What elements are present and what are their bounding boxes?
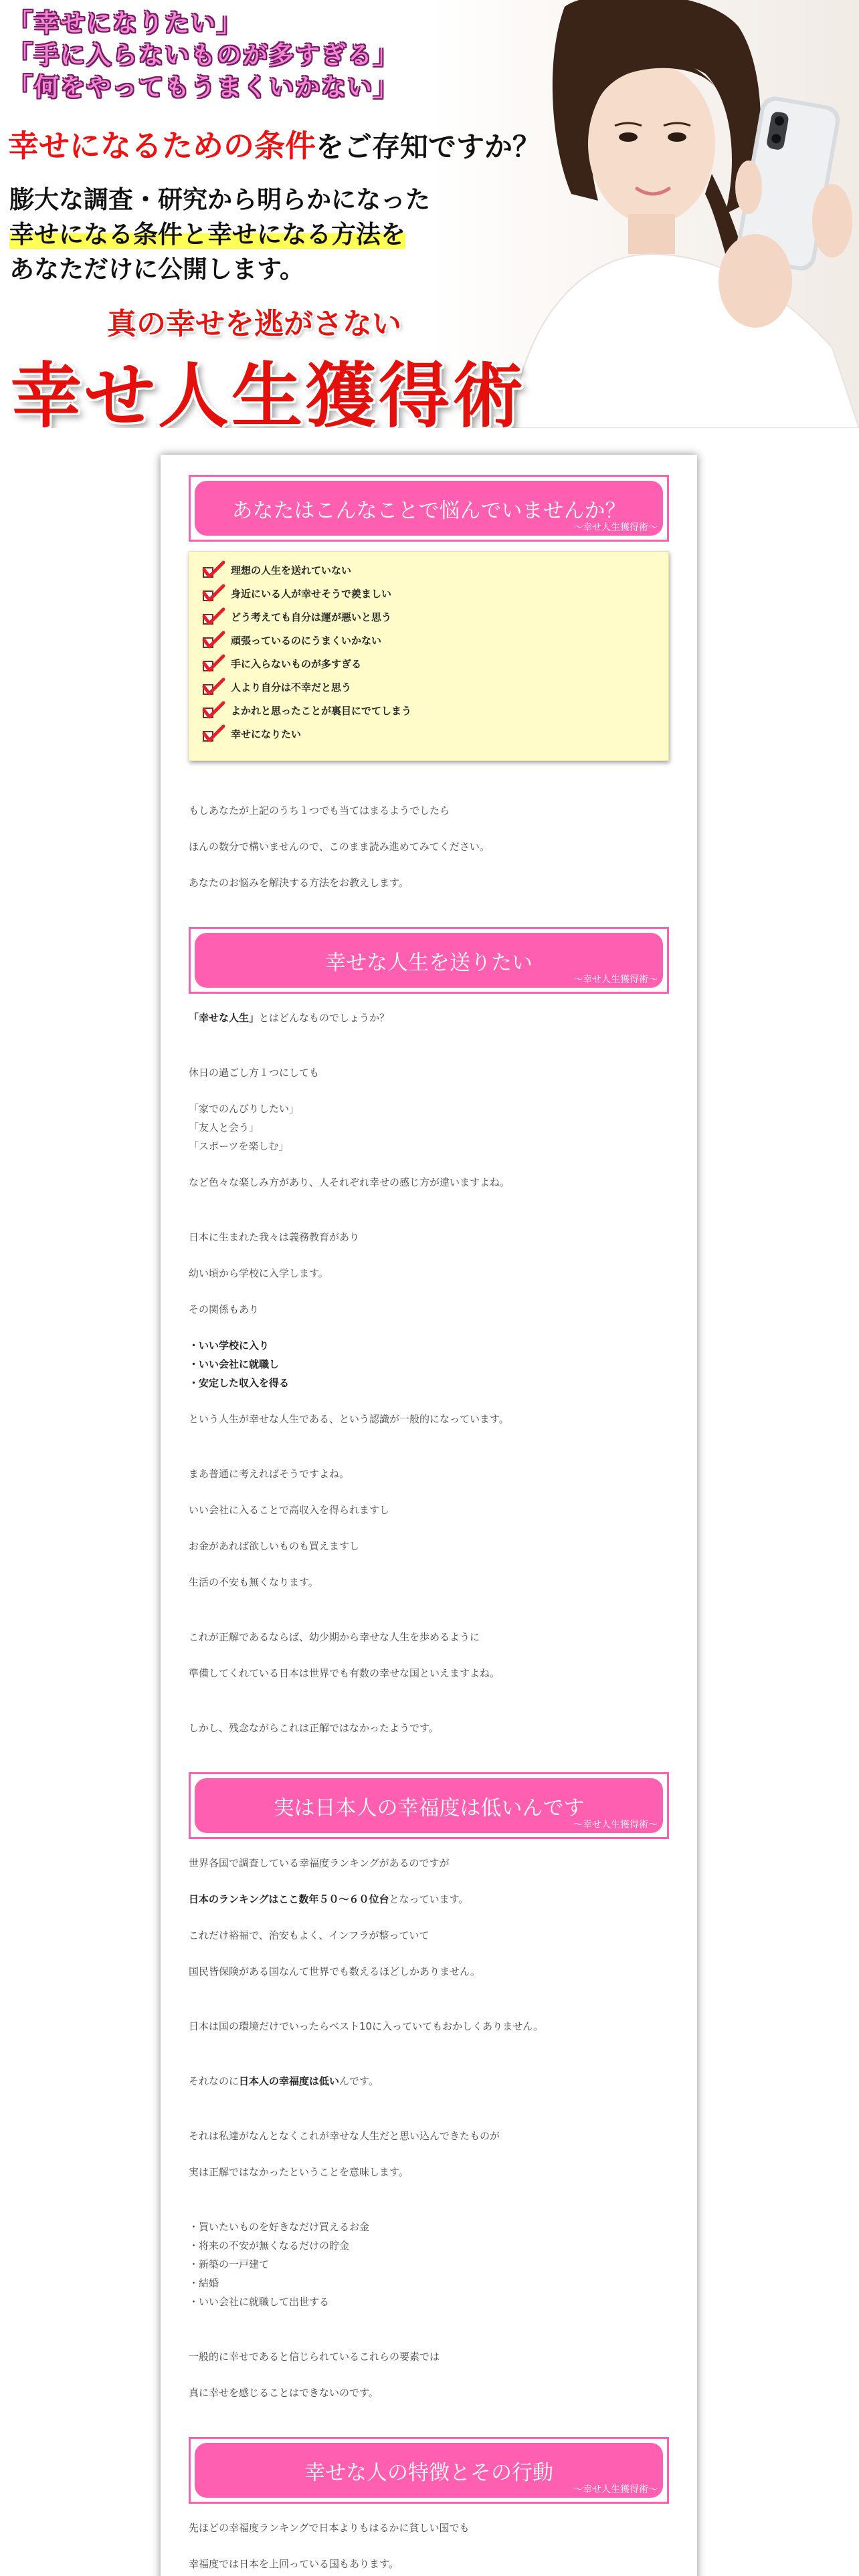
check-mark-icon [201,677,225,697]
paragraph-text: となっています。 [389,1893,469,1905]
paragraph: これが正解であるならば、幼少期から幸せな人生を歩めるように [189,1631,480,1643]
paragraph: 日本に生まれた我々は義務教育があり [189,1231,360,1243]
checklist-item [201,652,656,675]
checklist-item [201,722,656,746]
hero-title: 幸せ人生獲得術 [11,354,526,428]
section-signature: ～幸せ人生獲得術～ [573,2484,658,2495]
section-heading-text: 幸せな人生を送りたい [325,950,533,975]
section-heading-bar [195,1778,663,1833]
hero-banner [0,0,859,428]
bold-text: 「幸せな人生」 [189,1012,260,1024]
hero-subtext-1: 膨大な調査・研究から明らかになった [9,185,430,214]
hero-worry-line-1: 「幸せになりたい」 [8,9,243,37]
paragraph-text: んです。 [339,2075,379,2087]
paragraph: もしあなたが上記のうち１つでも当てはまるようでしたら [189,804,450,817]
checklist-item-text: 幸せになりたい [231,728,302,740]
check-mark-icon [201,584,225,604]
section-heading-happy-people [189,2437,669,2504]
paragraph [189,2072,669,2090]
checklist-item-text: どう考えても自分は運が悪いと思う [231,611,392,623]
section-heading-happiness-ranking [189,1772,669,1839]
section-heading-worries [189,475,669,542]
paragraph: など色々な楽しみ方があり、人それぞれ幸せの感じ方が違いますよね。 [189,1176,510,1188]
paragraph: 真に幸せを感じることはできないのです。 [189,2387,379,2399]
paragraph [189,1890,669,1909]
quote-line: 「友人と会う」 [189,1121,260,1134]
check-mark-icon [201,701,225,721]
hero-headline-emphasis: 幸せになるための条件 [8,128,316,164]
paragraph: 幼い頃から学校に入学します。 [189,1267,328,1279]
list-item: ・結婚 [189,2277,219,2289]
paragraph: あなたのお悩みを解決する方法をお教えします。 [189,877,409,889]
paragraph: 一般的に幸せであると信じられているこれらの要素では [189,2351,440,2363]
section-signature: ～幸せ人生獲得術～ [573,1820,658,1830]
bold-text: 日本のランキングはここ数年５０～６０位台 [189,1893,389,1905]
hero-worry-line-3: 「何をやってもうまくいかない」 [8,73,399,102]
woman-with-phone-photo [484,0,859,428]
checklist-item-text: 身近にいる人が幸せそうで羨ましい [231,588,392,600]
list-item: ・買いたいものを好きなだけ買えるお金 [189,2221,370,2233]
checklist-item-text: よかれと思ったことが裏目にでてしまう [231,705,412,717]
hero-subtext-3: あなただけに公開します。 [9,255,305,284]
hero-headline-rest: をご存知ですか？ [316,130,541,163]
paragraph: 準備してくれている日本は世界でも有数の幸せな国といえますよね。 [189,1667,500,1679]
check-mark-icon [201,607,225,627]
checklist-item-text: 頑張っているのにうまくいかない [231,635,382,647]
paragraph-text: それなのに [189,2075,240,2087]
quote-line: 「スポーツを楽しむ」 [189,1140,289,1152]
hero-subtext-2-highlight: 幸せになる条件と幸せになる方法を [9,220,405,249]
paragraph: お金があれば欲しいものも買えますし [189,1540,360,1552]
worry-checklist [189,551,669,761]
paragraph: 生活の不安も無くなります。 [189,1576,318,1588]
checklist-item [201,699,656,722]
paragraph [189,1008,669,1027]
paragraph: 実は正解ではなかったということを意味します。 [189,2166,409,2178]
checklist-item [201,675,656,699]
list-item: ・安定した収入を得る [189,1377,290,1389]
list-item: ・将来の不安が無くなるだけの貯金 [189,2240,350,2252]
checklist-item [201,629,656,652]
paragraph: という人生が幸せな人生である、という認識が一般的になっています。 [189,1413,509,1425]
section-signature: ～幸せ人生獲得術～ [573,974,658,985]
paragraph: 幸福度では日本を上回っている国もあります。 [189,2558,399,2570]
checklist-item [201,582,656,605]
paragraph: 日本は国の環境だけでいったらベスト10に入っていてもおかしくありません。 [189,2020,543,2032]
section-heading-bar [195,481,663,536]
section-signature: ～幸せ人生獲得術～ [573,522,658,533]
check-mark-icon [201,654,225,674]
paragraph: 休日の過ごし方１つにしても [189,1067,320,1079]
paragraph: しかし、残念ながらこれは正解ではなかったようです。 [189,1722,439,1734]
hero-tagline: 真の幸せを逃がさない [107,307,401,341]
content-card [161,455,697,2576]
section-heading-bar [195,2443,663,2498]
check-mark-icon [201,631,225,651]
checklist-item-text: 人より自分は不幸だと思う [231,681,352,693]
section-heading-happy-life [189,927,669,994]
section-heading-bar [195,933,663,988]
section-heading-text: 幸せな人の特徴とその行動 [304,2460,553,2485]
check-mark-icon [201,560,225,580]
checklist-item-text: 理想の人生を送れていない [231,564,352,576]
hero-headline [8,122,541,166]
paragraph: ほんの数分で構いませんので、このまま読み進めてみてください。 [189,841,490,853]
checklist-item [201,558,656,582]
checklist-item-text: 手に入らないものが多すぎる [231,658,362,670]
bold-text: 日本人の幸福度は低い [239,2075,340,2087]
section-heading-text: あなたはこんなことで悩んでいませんか？ [231,498,626,523]
section-heading-text: 実は日本人の幸福度は低いんです [273,1796,585,1820]
list-item: ・いい会社に就職して出世する [189,2296,330,2308]
paragraph: 国民皆保険がある国なんて世界でも数えるほどしかありません。 [189,1965,480,1977]
paragraph: 世界各国で調査している幸福度ランキングがあるのですが [189,1857,450,1869]
list-item: ・いい会社に就職し [189,1358,280,1370]
list-item: ・いい学校に入り [189,1339,270,1352]
paragraph: その関係もあり [189,1303,260,1315]
quote-line: 「家でのんびりしたい」 [189,1103,300,1115]
check-mark-icon [201,724,225,744]
hero-worry-line-2: 「手に入らないものが多すぎる」 [8,41,399,70]
paragraph: まあ普通に考えればそうですよね。 [189,1468,350,1480]
paragraph: それは私達がなんとなくこれが幸せな人生だと思い込んできたものが [189,2130,500,2142]
list-item: ・新築の一戸建て [189,2258,270,2270]
paragraph: いい会社に入ることで高収入を得られますし [189,1504,390,1516]
paragraph: これだけ裕福で、治安もよく、インフラが整っていて [189,1929,430,1941]
paragraph: 先ほどの幸福度ランキングで日本よりもはるかに貧しい国でも [189,2522,470,2534]
content-inner [189,475,669,2573]
paragraph-text: とはどんなものでしょうか？ [259,1012,390,1024]
checklist-item [201,605,656,629]
hero-subtext-2 [9,214,405,250]
